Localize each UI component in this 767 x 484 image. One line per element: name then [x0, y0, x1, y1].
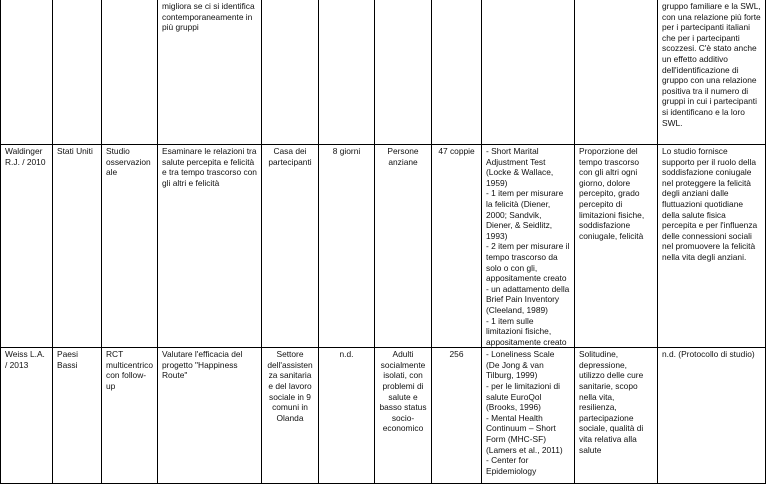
- population-cell: Adulti socialmente isolati, con problemi di salute e basso status socio-economico: [375, 348, 432, 484]
- outcomes-cell: Proporzione del tempo trascorso con gli altri ogni giorno, dolore percepito, grado percepito di limitazioni fisiche, soddisfazione coniugale, felicità: [575, 145, 658, 348]
- country-cell: Stati Uniti: [53, 145, 102, 348]
- objective-cell: Esaminare le relazioni tra salute percepita e felicità e tra tempo trascorso con gli altri e felicità: [158, 145, 262, 348]
- instrument-item: - Short Marital Adjustment Test (Locke & Wallace, 1959): [486, 146, 554, 188]
- instrument-item: - Center for Epidemiology: [486, 455, 537, 476]
- population-cell: Persone anziane: [375, 145, 432, 348]
- setting-cell: Casa dei partecipanti: [262, 145, 319, 348]
- results-cell: Lo studio fornisce supporto per il ruolo della soddisfazione coniugale nel proteggere la felicità degli anziani dalle fluttuazioni quotidiane della salute fisica percepita e per l'influenza delle connessioni sociali nel promuovere la felicità nella vita degli anziani.: [658, 145, 766, 348]
- design-cell: Studio osservazionale: [102, 145, 158, 348]
- instrument-item: - Mental Health Continuum – Short Form (MHC-SF) (Lamers et al., 2011): [486, 412, 563, 455]
- objective-cell: Valutare l'efficacia del progetto "Happiness Route": [158, 348, 262, 484]
- outcomes-cell: [575, 0, 658, 145]
- author-cell: Waldinger R.J. / 2010: [1, 145, 53, 348]
- sample-size-cell: 256: [432, 348, 482, 484]
- table-row: [1, 145, 766, 348]
- objective-cell: migliora se ci si identifica contemporaneamente in più gruppi: [158, 0, 262, 145]
- setting-cell: [262, 0, 319, 145]
- instruments-cell: [482, 0, 575, 145]
- author-cell: Weiss L.A. / 2013: [1, 348, 53, 484]
- country-cell: Paesi Bassi: [53, 348, 102, 484]
- setting-cell: Settore dell'assisten za sanitaria e del lavoro sociale in 9 comuni in Olanda: [262, 348, 319, 484]
- instrument-item: - 2 item per misurare il tempo trascorso da solo o con gli, appositamente creato: [486, 241, 570, 284]
- instrument-item: - 1 item sulle limitazioni fisiche, appositamente creato: [486, 315, 567, 347]
- instrument-item: - per le limitazioni di salute EuroQol (Brooks, 1996): [486, 381, 561, 413]
- results-cell: n.d. (Protocollo di studio): [658, 348, 766, 484]
- results-cell: gruppo familiare e la SWL, con una relazione più forte per i partecipanti italiani che per i partecipanti scozzesi. C'è stato anche un effetto additivo dell'identificazione di gruppo con una relazione positiva tra il numero di gruppi in cui i partecipanti si identificano e la loro SWL.: [658, 0, 766, 145]
- outcomes-cell: Solitudine, depressione, utilizzo delle cure sanitarie, scopo nella vita, resilienza, partecipazione sociale, qualità di vita relativa alla salute: [575, 348, 658, 484]
- design-cell: [102, 0, 158, 145]
- country-cell: [53, 0, 102, 145]
- instruments-cell: [482, 348, 575, 484]
- instrument-item: - Loneliness Scale (De Jong & van Tilburg, 1999): [486, 349, 555, 381]
- instruments-cell: [482, 145, 575, 348]
- instrument-item: - un adattamento della Brief Pain Inventory (Cleeland, 1989): [486, 283, 570, 315]
- duration-cell: 8 giorni: [319, 145, 375, 348]
- duration-cell: n.d.: [319, 348, 375, 484]
- duration-cell: [319, 0, 375, 145]
- population-cell: [375, 0, 432, 145]
- sample-size-cell: 47 coppie: [432, 145, 482, 348]
- table-row: [1, 348, 766, 484]
- sample-size-cell: [432, 0, 482, 145]
- author-cell: [1, 0, 53, 145]
- instrument-item: - 1 item per misurare la felicità (Diener, 2000; Sandvik, Diener, & Seidlitz, 1993): [486, 188, 564, 241]
- table-row: [1, 0, 766, 145]
- design-cell: RCT multicentrico con follow-up: [102, 348, 158, 484]
